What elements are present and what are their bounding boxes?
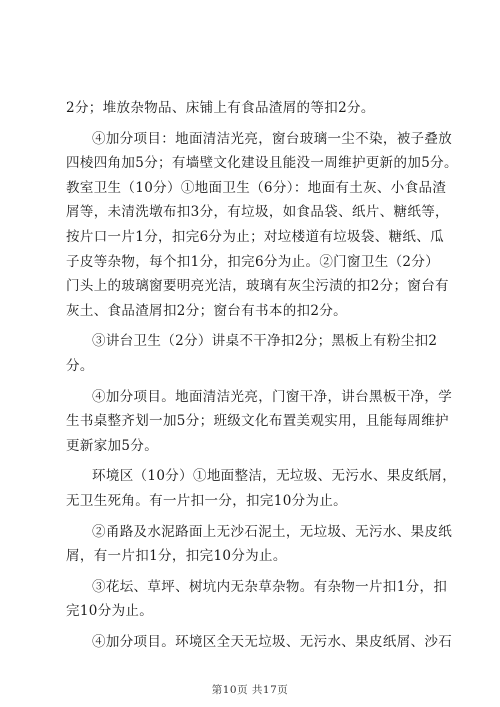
text-line: 子皮等杂物，每个扣1分，扣完6分为止。②门窗卫生（2分）	[66, 253, 440, 270]
paragraph	[66, 520, 453, 569]
text-line: 屑，有一片扣1分，扣完10分为止。	[66, 548, 287, 565]
text-line: ④加分项目。环境区全天无垃圾、无污水、果皮纸屑、沙石	[92, 633, 453, 650]
text-line: 生书桌整齐划一加5分；班级文化布置美观实用，且能每周维护	[66, 413, 449, 430]
page-number-footer: 第10页 共17页	[211, 684, 289, 696]
text-line: 四棱四角加5分；有墙壁文化建设且能没一周维护更新的加5分。	[66, 155, 458, 172]
paragraph	[66, 385, 453, 459]
paragraph	[66, 464, 457, 513]
paragraph	[66, 96, 440, 121]
text-line: 更新家加5分。	[66, 437, 159, 454]
text-line: 教室卫生（10分）①地面卫生（6分）：地面有土灰、小食品渣	[66, 179, 447, 196]
text-line: 屑等，未清洗墩布扣3分，有垃圾，如食品袋、纸片、糖纸等，	[66, 204, 449, 221]
paragraph	[66, 575, 448, 624]
text-line: 环境区（10分）①地面整洁，无垃圾、无污水、果皮纸屑，	[92, 468, 457, 485]
text-line: ③讲台卫生（2分）讲桌不干净扣2分；黑板上有粉尘扣2	[92, 333, 438, 350]
text-line: ③花坛、草坪、树坑内无杂草杂物。有杂物一片扣1分，扣	[92, 578, 448, 595]
text-line: 分。	[66, 357, 94, 374]
paragraph	[66, 329, 440, 378]
text-line: ②甬路及水泥路面上无沙石泥土，无垃圾、无污水、果皮纸	[92, 523, 453, 540]
document-body	[66, 96, 458, 654]
text-line: 门头上的玻璃窗要明亮光洁，玻璃有灰尘污渍的扣2分；窗台有	[66, 278, 449, 295]
text-line: 无卫生死角。有一片扣一分，扣完10分为止。	[66, 492, 348, 509]
text-line: ④加分项目：地面清洁光亮，窗台玻璃一尘不染，被子叠放	[92, 130, 453, 147]
paragraph	[66, 127, 458, 324]
text-line: 按片口一片1分，扣完6分为止；对垃楼道有垃圾袋、糖纸、瓜	[66, 228, 444, 245]
text-line: 2分；堆放杂物品、床铺上有食品渣屑的等扣2分。	[66, 100, 375, 116]
text-line: 灰土、食品渣屑扣2分；窗台有书本的扣2分。	[66, 302, 348, 319]
text-line: 完10分为止。	[66, 603, 154, 620]
paragraph	[66, 630, 453, 655]
text-line: ④加分项目。地面清洁光亮，门窗干净，讲台黑板干净，学	[92, 388, 453, 405]
